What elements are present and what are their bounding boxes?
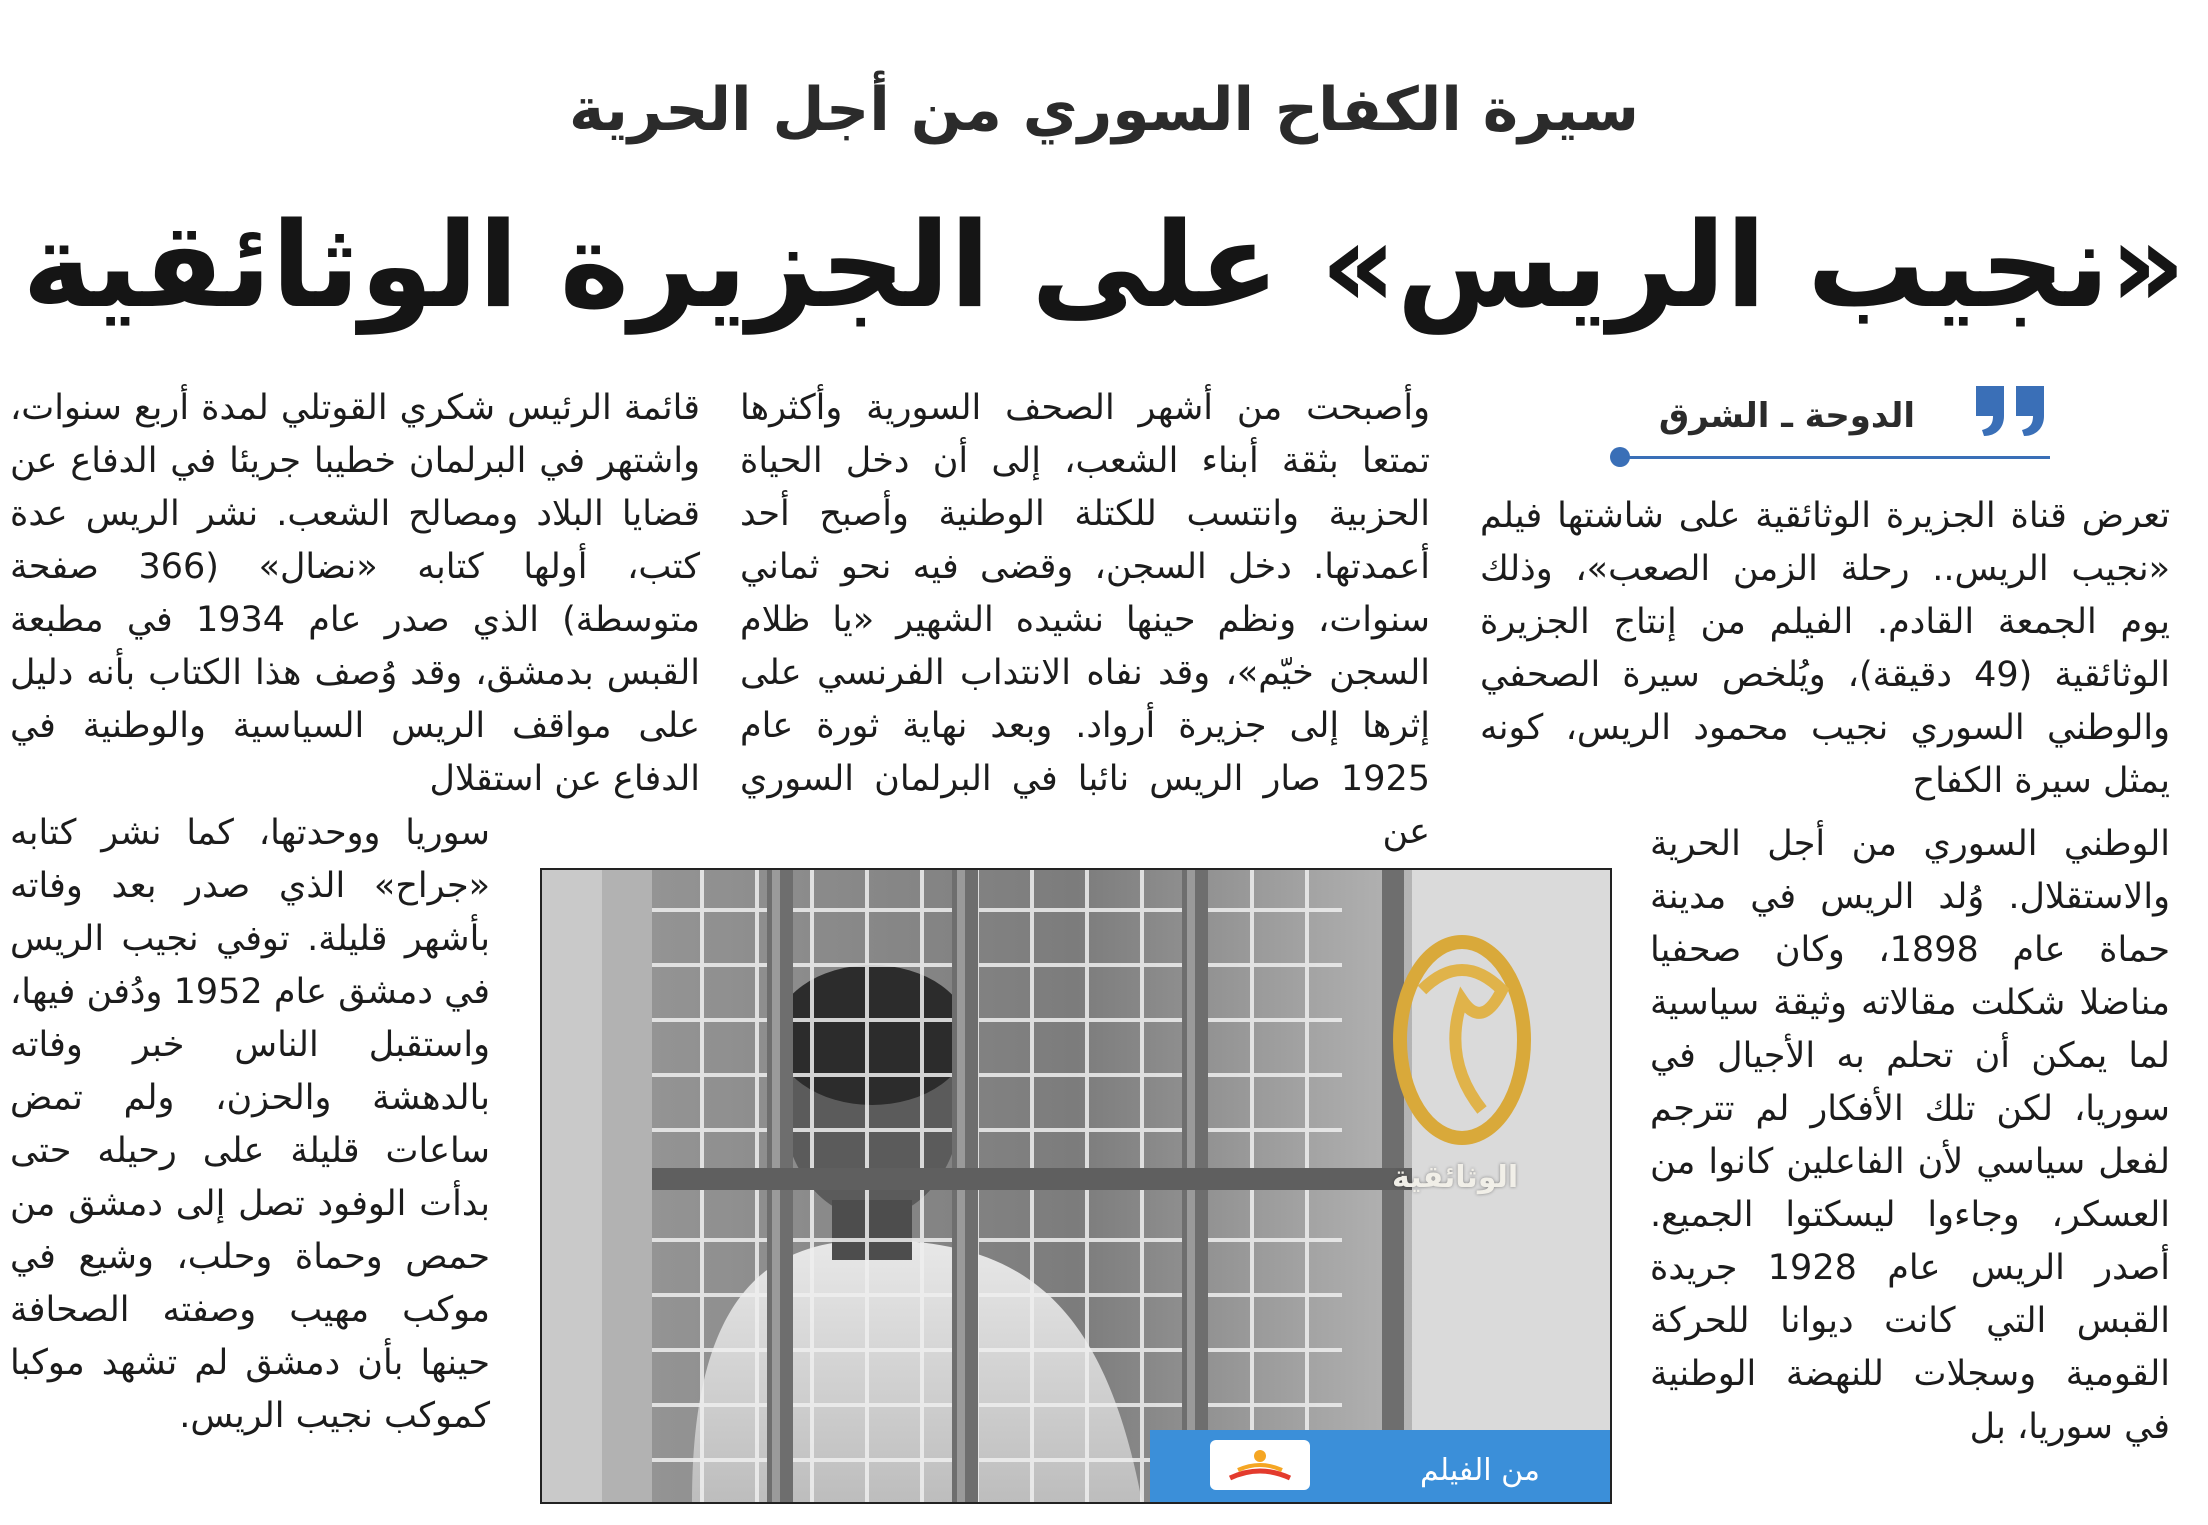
byline-text: الدوحة ـ الشرق [1658,396,1915,436]
book-logo-icon [1210,1440,1310,1490]
channel-watermark-text: الوثائقية [1392,1160,1519,1195]
article-paragraph: تعرض قناة الجزيرة الوثائقية على شاشتها فيلم «نجيب الريس.. رحلة الزمن الصعب»، وذلك يوم الجمعة القادم. الفيلم من إنتاج الجزيرة الوثائقية (49 دقيقة)، ويُلخص سيرة الصحفي والوطني السوري نجيب محمود الريس، كونه يمثل سيرة الكفاح [1480,496,2170,801]
article-paragraph: قائمة الرئيس شكري القوتلي لمدة أربع سنوات، واشتهر في البرلمان خطيبا جريئا في الدفاع عن قضايا البلاد ومصالح الشعب. نشر الريس عدة كتب، أولها كتابه «نضال» (366 صفحة متوسطة) الذي صدر عام 1934 في مطبعة القبس بدمشق، وقد وُصف هذا الكتاب بأنه دليل على مواقف الريس السياسية والوطنية في الدفاع عن استقلال [10,388,700,799]
byline-rule [1620,456,2050,459]
article-paragraph: سوريا ووحدتها، كما نشر كتابه «جراح» الذي صدر بعد وفاته بأشهر قليلة. توفي نجيب الريس في دمشق عام 1952 ودُفن فيها، واستقبل الناس خبر وفاته بالدهشة والحزن، ولم تمض ساعات قليلة على رحيله حتى بدأت الوفود تصل إلى دمشق من حمص وحماة وحلب، وشيع في موكب مهيب وصفته الصحافة حينها بأن دمشق لم تشهد موكبا كموكب نجيب الريس. [10,813,491,1436]
byline-dot [1610,447,1630,467]
caption-bar [1150,1430,1610,1502]
article-column-3-top [10,382,700,806]
article-kicker: سيرة الكفاح السوري من أجل الحرية [568,75,1639,145]
article-headline: «نجيب الريس» على الجزيرة الوثائقية [22,196,2186,334]
article-column-3-bottom [10,807,490,1443]
article-column-1-bottom [1650,818,2170,1454]
photo-caption: من الفيلم [1419,1453,1540,1488]
quote-icon [1970,382,2050,438]
article-column-1-top [1480,490,2170,808]
article-paragraph: وأصبحت من أشهر الصحف السورية وأكثرها تمتعا بثقة أبناء الشعب، إلى أن دخل الحياة الحزبية وانتسب للكتلة الوطنية وأصبح أحد أعمدتها. دخل السجن، وقضى فيه نحو ثماني سنوات، ونظم حينها نشيده الشهير «يا ظلام السجن خيّم»، وقد نفاه الانتداب الفرنسي على إثرها إلى جزيرة أرواد. وبعد نهاية ثورة عام 1925 صار الريس نائبا في البرلمان السوري عن [740,388,1430,852]
byline [1620,388,2050,468]
article-paragraph: الوطني السوري من أجل الحرية والاستقلال. وُلد الريس في مدينة حماة عام 1898، وكان صحفيا مناضلا شكلت مقالاته وثيقة سياسية لما يمكن أن تحلم به الأجيال في سوريا، لكن تلك الأفكار لم تترجم لفعل سياسي لأن الفاعلين كانوا من العسكر، وجاءوا ليسكتوا الجميع. أصدر الريس عام 1928 جريدة القبس التي كانت ديوانا للحركة القومية وسجلات للنهضة الوطنية في سوريا، بل [1650,824,2170,1447]
article-column-2 [740,382,1430,859]
film-still-photo [540,868,1612,1504]
